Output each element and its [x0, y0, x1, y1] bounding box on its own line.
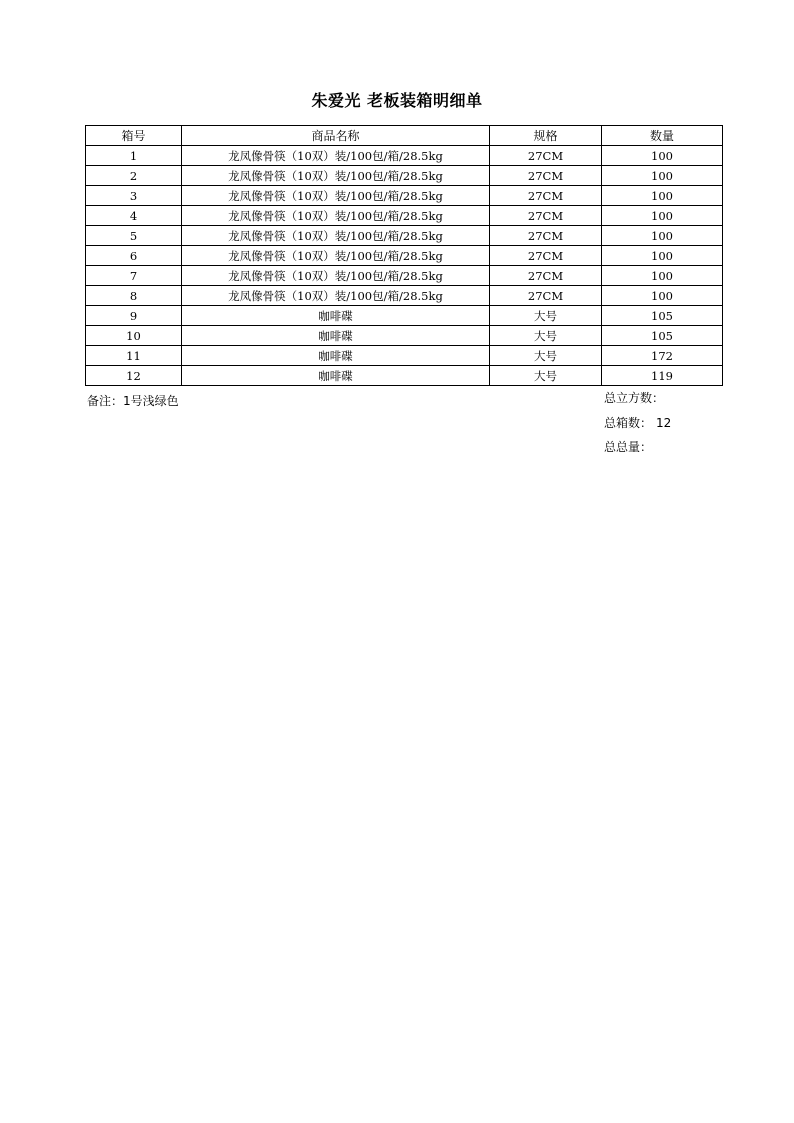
- cell-product-name: 龙凤像骨筷（10双）装/100包/箱/28.5kg: [182, 206, 490, 226]
- total-boxes-label: 总箱数：: [604, 416, 653, 430]
- cell-box-number: 5: [86, 226, 182, 246]
- summary-total-volume: [604, 389, 668, 406]
- cell-product-name: 咖啡碟: [182, 366, 490, 386]
- table-header: [86, 126, 723, 146]
- summary-total-weight: [604, 438, 656, 455]
- cell-spec: 大号: [490, 366, 602, 386]
- cell-product-name: 龙凤像骨筷（10双）装/100包/箱/28.5kg: [182, 166, 490, 186]
- cell-spec: 27CM: [490, 226, 602, 246]
- cell-box-number: 4: [86, 206, 182, 226]
- cell-spec: 27CM: [490, 166, 602, 186]
- cell-quantity: 100: [602, 266, 723, 286]
- cell-box-number: 12: [86, 366, 182, 386]
- cell-product-name: 龙凤像骨筷（10双）装/100包/箱/28.5kg: [182, 226, 490, 246]
- cell-quantity: 172: [602, 346, 723, 366]
- page-title: 朱爱光 老板装箱明细单: [311, 91, 483, 110]
- table-row: [86, 206, 723, 226]
- cell-box-number: 10: [86, 326, 182, 346]
- cell-spec: 27CM: [490, 206, 602, 226]
- table-row: [86, 186, 723, 206]
- cell-box-number: 3: [86, 186, 182, 206]
- header-spec: 规格: [490, 126, 602, 146]
- cell-box-number: 1: [86, 146, 182, 166]
- table-row: [86, 146, 723, 166]
- cell-product-name: 咖啡碟: [182, 346, 490, 366]
- cell-product-name: 龙凤像骨筷（10双）装/100包/箱/28.5kg: [182, 286, 490, 306]
- cell-product-name: 龙凤像骨筷（10双）装/100包/箱/28.5kg: [182, 186, 490, 206]
- total-weight-label: 总总量：: [604, 440, 653, 454]
- cell-product-name: 龙凤像骨筷（10双）装/100包/箱/28.5kg: [182, 146, 490, 166]
- cell-box-number: 8: [86, 286, 182, 306]
- total-volume-label: 总立方数：: [604, 391, 665, 405]
- table-row: [86, 346, 723, 366]
- cell-box-number: 6: [86, 246, 182, 266]
- table-row: [86, 286, 723, 306]
- remarks-note: 备注：1号浅绿色: [87, 394, 179, 408]
- cell-product-name: 龙凤像骨筷（10双）装/100包/箱/28.5kg: [182, 246, 490, 266]
- cell-quantity: 100: [602, 186, 723, 206]
- cell-spec: 大号: [490, 306, 602, 326]
- cell-quantity: 105: [602, 306, 723, 326]
- header-row: [86, 126, 723, 146]
- cell-box-number: 9: [86, 306, 182, 326]
- packing-list-table: [85, 125, 723, 386]
- cell-spec: 27CM: [490, 146, 602, 166]
- cell-box-number: 11: [86, 346, 182, 366]
- cell-quantity: 100: [602, 206, 723, 226]
- total-boxes-value: 12: [656, 416, 672, 430]
- cell-spec: 27CM: [490, 286, 602, 306]
- table-row: [86, 326, 723, 346]
- cell-spec: 大号: [490, 346, 602, 366]
- cell-quantity: 100: [602, 246, 723, 266]
- table-row: [86, 266, 723, 286]
- cell-quantity: 100: [602, 226, 723, 246]
- cell-product-name: 咖啡碟: [182, 306, 490, 326]
- cell-quantity: 105: [602, 326, 723, 346]
- cell-quantity: 100: [602, 146, 723, 166]
- cell-spec: 27CM: [490, 266, 602, 286]
- table-row: [86, 246, 723, 266]
- table-row: [86, 166, 723, 186]
- cell-spec: 大号: [490, 326, 602, 346]
- cell-quantity: 100: [602, 286, 723, 306]
- header-product-name: 商品名称: [182, 126, 490, 146]
- cell-spec: 27CM: [490, 186, 602, 206]
- cell-quantity: 100: [602, 166, 723, 186]
- cell-product-name: 龙凤像骨筷（10双）装/100包/箱/28.5kg: [182, 266, 490, 286]
- cell-box-number: 7: [86, 266, 182, 286]
- cell-box-number: 2: [86, 166, 182, 186]
- table-body: [86, 146, 723, 386]
- cell-spec: 27CM: [490, 246, 602, 266]
- table-row: [86, 306, 723, 326]
- header-box-number: 箱号: [86, 126, 182, 146]
- summary-total-boxes: [604, 414, 671, 431]
- header-quantity: 数量: [602, 126, 723, 146]
- table-row: [86, 366, 723, 386]
- table-row: [86, 226, 723, 246]
- cell-quantity: 119: [602, 366, 723, 386]
- cell-product-name: 咖啡碟: [182, 326, 490, 346]
